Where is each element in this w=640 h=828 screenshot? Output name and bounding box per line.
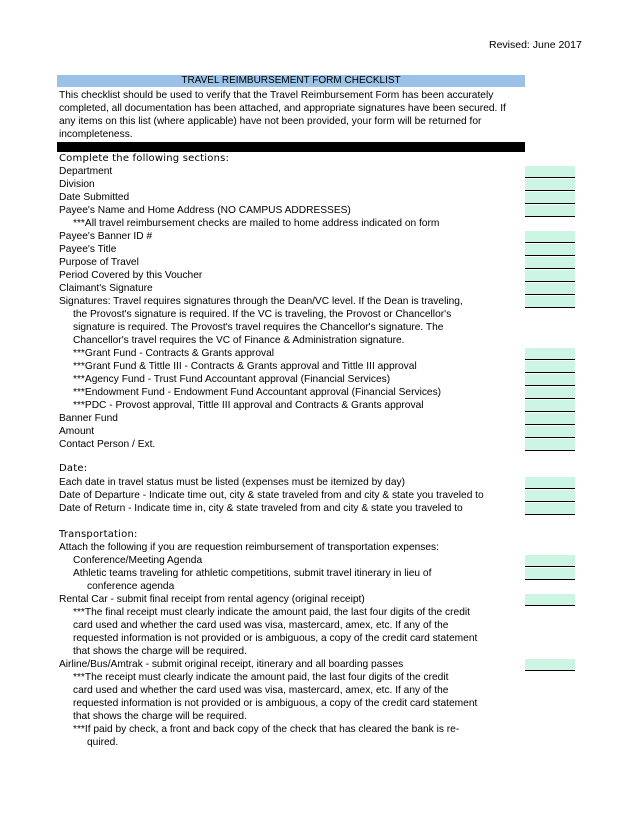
checklist-note: that shows the charge will be required. (73, 646, 247, 657)
checklist-item: Banner Fund (59, 413, 118, 424)
checkbox-signatures[interactable] (525, 296, 575, 308)
checkbox-endowment-fund[interactable] (525, 387, 575, 399)
checkbox-athletic-itinerary[interactable] (525, 568, 575, 580)
checklist-item: Period Covered by this Voucher (59, 270, 203, 281)
section-heading-transportation: Transportation: (59, 529, 138, 540)
checklist-item: Date Submitted (59, 192, 130, 203)
checklist-item: Rental Car - submit final receipt from rental agency (original receipt) (59, 594, 365, 605)
checkbox-purpose-of-travel[interactable] (525, 257, 575, 269)
checklist-note: ***All travel reimbursement checks are mailed to home address indicated on form (73, 218, 440, 229)
checkbox-contact-person[interactable] (525, 439, 575, 451)
checkbox-division[interactable] (525, 179, 575, 191)
checklist-item: Payee's Banner ID # (59, 231, 153, 242)
checkbox-claimant-signature[interactable] (525, 283, 575, 295)
checklist-item: Division (59, 179, 95, 190)
checklist-item: Signatures: Travel requires signatures through the Dean/VC level. If the Dean is traveling, (59, 296, 463, 307)
checkbox-period-covered[interactable] (525, 270, 575, 282)
checkbox-date-submitted[interactable] (525, 192, 575, 204)
checkbox-date-of-departure[interactable] (525, 490, 575, 502)
checklist-item-continued: signature is required. The Provost's travel requires the Chancellor's signature. The (73, 322, 444, 333)
checklist-note: ***Agency Fund - Trust Fund Accountant approval (Financial Services) (73, 374, 391, 385)
checklist-item: Payee's Title (59, 244, 117, 255)
checkbox-department[interactable] (525, 166, 575, 178)
checkbox-grant-fund-tittle-iii[interactable] (525, 361, 575, 373)
checklist-item-continued: Chancellor's travel requires the VC of Finance & Administration signature. (73, 335, 405, 346)
checkbox-banner-id[interactable] (525, 231, 575, 243)
checklist-subitem: Athletic teams traveling for athletic competitions, submit travel itinerary in lieu of (73, 568, 432, 579)
checklist-item: Contact Person / Ext. (59, 439, 156, 450)
checklist-item: Date of Return - Indicate time in, city & state traveled from and city & state you traveled to (59, 503, 463, 514)
checklist-item: Each date in travel status must be listed (expenses must be itemized by day) (59, 477, 405, 488)
checklist-note: card used and whether the card used was visa, mastercard, amex, etc. If any of the (73, 620, 449, 631)
checklist-note: ***The final receipt must clearly indicate the amount paid, the last four digits of the credit (73, 607, 470, 618)
checklist-item: Amount (59, 426, 95, 437)
checklist-note: ***The receipt must clearly indicate the amount paid, the last four digits of the credit (73, 672, 449, 683)
checklist-item: Attach the following if you are requestion reimbursement of transportation expenses: (59, 542, 439, 553)
checkbox-amount[interactable] (525, 426, 575, 438)
checklist-item: Airline/Bus/Amtrak - submit original receipt, itinerary and all boarding passes (59, 659, 404, 670)
section-heading-complete: Complete the following sections: (59, 153, 230, 164)
checkbox-payee-name-address[interactable] (525, 205, 575, 217)
checklist-note: ***PDC - Provost approval, Tittle III approval and Contracts & Grants approval (73, 400, 424, 411)
checklist-note: ***Grant Fund & Tittle III - Contracts & Grants approval and Tittle III approval (73, 361, 417, 372)
checklist-note: that shows the charge will be required. (73, 711, 247, 722)
checkbox-pdc[interactable] (525, 400, 575, 412)
checklist-item: Purpose of Travel (59, 257, 139, 268)
checklist-note: ***Endowment Fund - Endowment Fund Accountant approval (Financial Services) (73, 387, 442, 398)
checkbox-agency-fund[interactable] (525, 374, 575, 386)
checklist-note: ***Grant Fund - Contracts & Grants approval (73, 348, 275, 359)
checklist-item: Date of Departure - Indicate time out, city & state traveled from and city & state you traveled to (59, 490, 484, 501)
section-heading-date: Date: (59, 463, 88, 474)
checkbox-banner-fund[interactable] (525, 413, 575, 425)
checklist-item-continued: the Provost's signature is required. If the VC is traveling, the Provost or Chancellor's (73, 309, 452, 320)
checkbox-date-of-return[interactable] (525, 503, 575, 515)
intro-paragraph: This checklist should be used to verify that the Travel Reimbursement Form has been accurately completed, all documentation has been attached, and appropriate signatures have been secured. If any items on this list (where applicable) have not been provided, your form will be returned for incompleteness. (59, 90, 506, 140)
checkbox-rental-car[interactable] (525, 594, 575, 606)
checkbox-payee-title[interactable] (525, 244, 575, 256)
checklist-item: Department (59, 166, 113, 177)
checklist-item: Payee's Name and Home Address (NO CAMPUS ADDRESSES) (59, 205, 351, 216)
divider-bar (57, 142, 525, 152)
checkbox-conference-agenda[interactable] (525, 555, 575, 567)
checkbox-airline-bus-amtrak[interactable] (525, 659, 575, 671)
checklist-note-continued: quired. (87, 737, 119, 748)
checklist-note: ***If paid by check, a front and back copy of the check that has cleared the bank is re- (73, 724, 460, 735)
checkbox-each-date[interactable] (525, 477, 575, 489)
page-title: TRAVEL REIMBURSEMENT FORM CHECKLIST (181, 75, 401, 86)
checkbox-grant-fund[interactable] (525, 348, 575, 360)
checklist-note: requested information is not provided or is ambiguous, a copy of the credit card statement (73, 633, 478, 644)
checklist-subitem-continued: conference agenda (87, 581, 175, 592)
checklist-subitem: Conference/Meeting Agenda (73, 555, 203, 566)
checklist-item: Claimant's Signature (59, 283, 153, 294)
checklist-note: requested information is not provided or is ambiguous, a copy of the credit card statement (73, 698, 478, 709)
revised-date: Revised: June 2017 (489, 39, 582, 51)
checklist-note: card used and whether the card used was visa, mastercard, amex, etc. If any of the (73, 685, 449, 696)
